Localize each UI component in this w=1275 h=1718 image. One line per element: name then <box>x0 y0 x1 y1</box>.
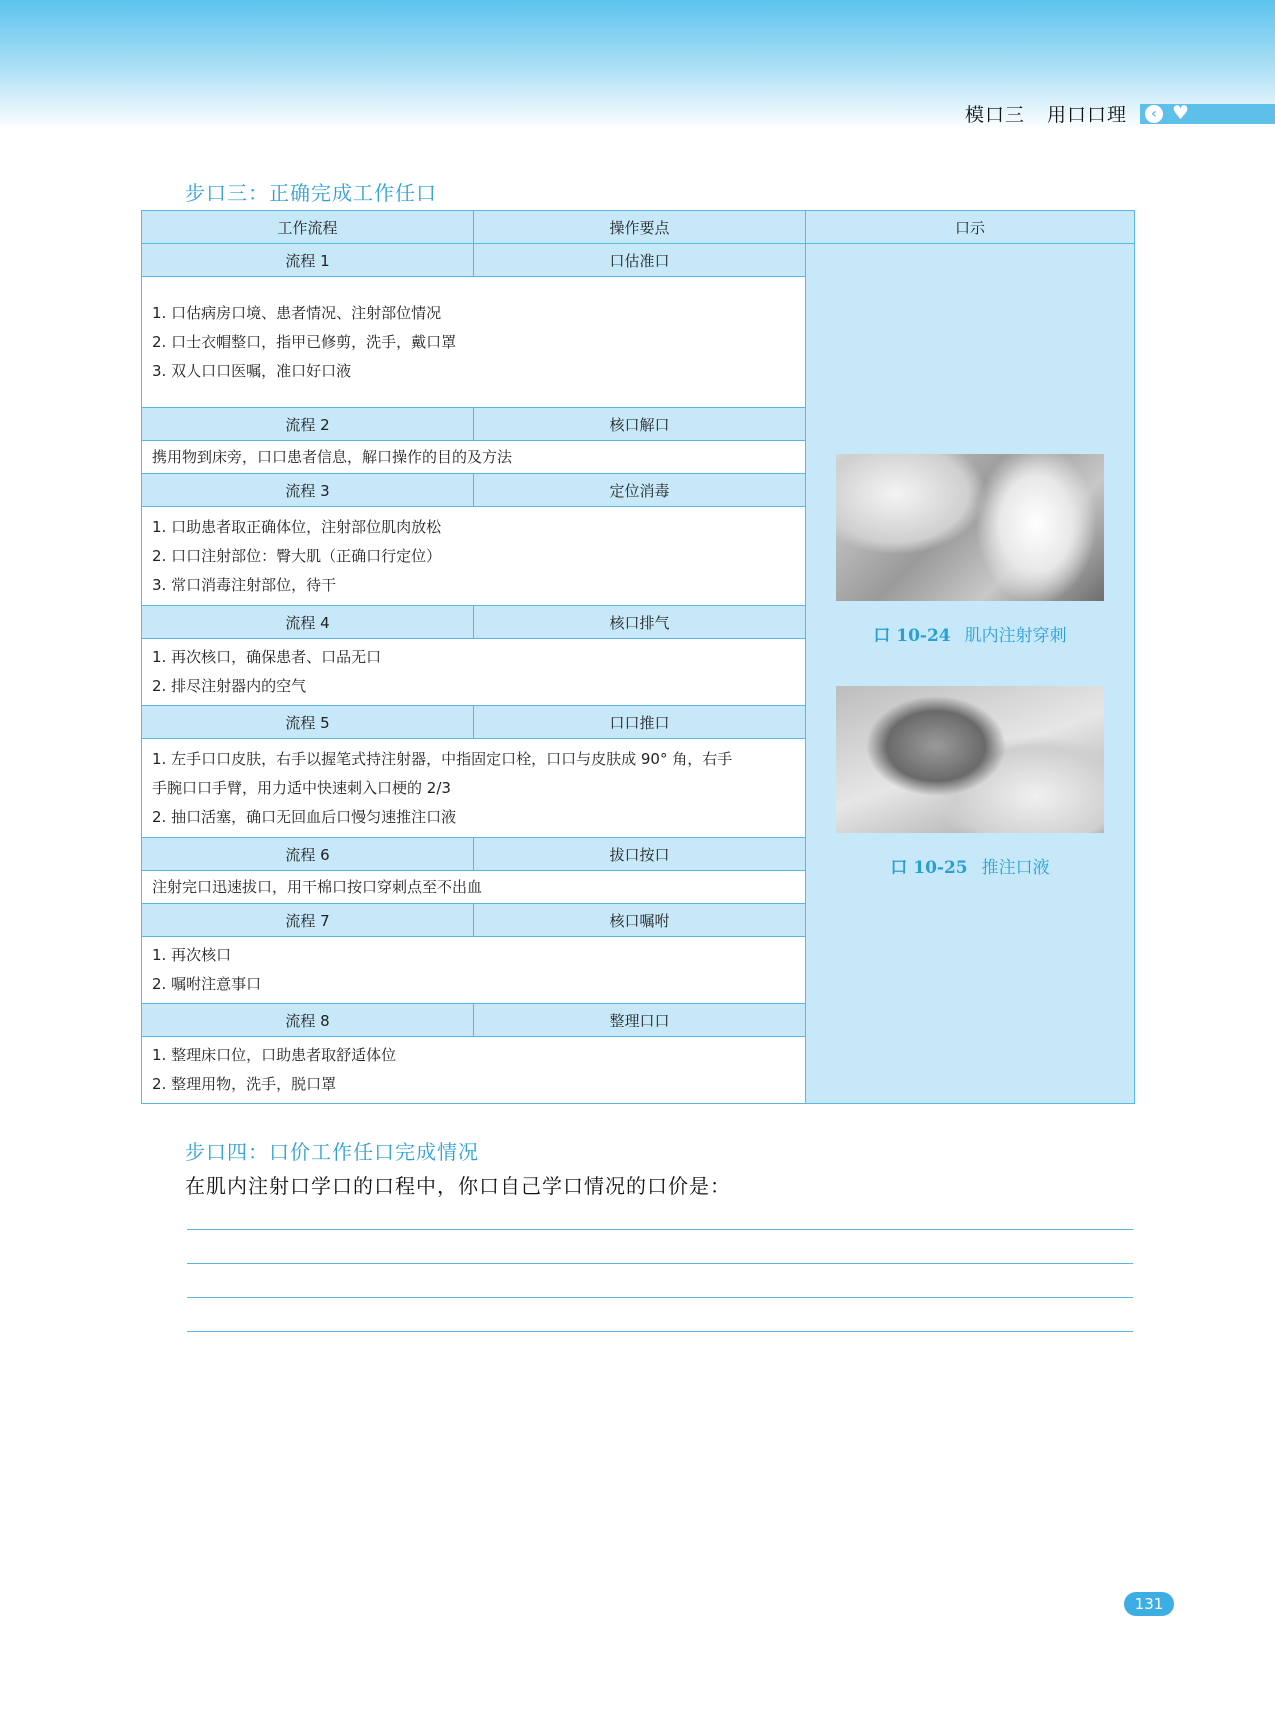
process-content <box>142 1037 806 1104</box>
figure-caption <box>806 621 1134 646</box>
list-item: 1. 整理床口位，口助患者取舒适体位 <box>152 1046 397 1064</box>
process-name: 流程 5 <box>142 706 474 739</box>
answer-line[interactable] <box>187 1297 1133 1298</box>
list-item: 2. 整理用物，洗手，脱口罩 <box>152 1075 337 1093</box>
process-content <box>142 639 806 706</box>
figure-number: 口 10-25 <box>890 858 968 878</box>
list-item: 2. 抽口活塞，确口无回血后口慢匀速推注口液 <box>152 807 457 826</box>
process-name: 流程 3 <box>142 474 474 507</box>
list-item: 2. 嘱咐注意事口 <box>152 975 262 993</box>
answer-line[interactable] <box>187 1229 1133 1230</box>
page-number: 131 <box>1124 1592 1174 1616</box>
process-point: 定位消毒 <box>474 474 806 507</box>
figure-caption-text: 肌内注射穿刺 <box>964 626 1067 646</box>
answer-line[interactable] <box>187 1263 1133 1264</box>
process-point: 核口解口 <box>474 408 806 441</box>
arrow-left-icon: ‹ <box>1145 105 1163 123</box>
process-content <box>142 441 806 474</box>
column-header: 操作要点 <box>474 211 806 244</box>
evaluation-prompt: 在肌内注射口学口的口程中，你口自己学口情况的口价是： <box>185 1174 731 1198</box>
heart-icon: ♥ <box>1172 102 1190 124</box>
header-decoration <box>1140 104 1275 124</box>
list-item: 2. 口口注射部位：臀大肌（正确口行定位） <box>152 546 442 565</box>
list-item: 2. 口士衣帽整口，指甲已修剪，洗手，戴口罩 <box>152 332 457 351</box>
figure-caption-text: 推注口液 <box>981 858 1050 878</box>
workflow-table <box>141 210 1135 1104</box>
step3-title: 步口三：正确完成工作任口 <box>185 181 437 205</box>
process-content <box>142 937 806 1004</box>
table-header-row <box>142 211 1135 244</box>
list-item: 1. 左手口口皮肤，右手以握笔式持注射器，中指固定口栓，口口与皮肤成 90° 角，右手 <box>152 749 733 768</box>
list-item: 手腕口口手臂，用力适中快速刺入口梗的 2/3 <box>152 778 451 797</box>
list-item: 1. 口估病房口境、患者情况、注射部位情况 <box>152 303 442 322</box>
process-content <box>142 739 806 838</box>
figure-photo-intramuscular-puncture <box>836 454 1104 601</box>
process-content <box>142 871 806 904</box>
step4-title: 步口四：口价工作任口完成情况 <box>185 1140 479 1164</box>
list-item: 3. 双人口口医嘱，准口好口液 <box>152 361 352 380</box>
list-item: 2. 排尽注射器内的空气 <box>152 677 307 695</box>
process-name: 流程 2 <box>142 408 474 441</box>
list-item: 携用物到床旁，口口患者信息，解口操作的目的及方法 <box>152 447 513 466</box>
column-header: 口示 <box>806 211 1135 244</box>
figure-photo-injection-push <box>836 686 1104 833</box>
list-item: 1. 再次核口，确保患者、口品无口 <box>152 648 382 666</box>
column-header: 工作流程 <box>142 211 474 244</box>
process-point: 口口推口 <box>474 706 806 739</box>
process-point: 核口嘱咐 <box>474 904 806 937</box>
list-item: 1. 口助患者取正确体位，注射部位肌肉放松 <box>152 517 442 536</box>
process-name: 流程 4 <box>142 606 474 639</box>
module-label: 模口三 <box>965 104 1026 126</box>
process-name: 流程 6 <box>142 838 474 871</box>
module-title: 用口口理 <box>1047 104 1128 126</box>
process-point: 核口排气 <box>474 606 806 639</box>
process-header-row <box>142 244 1135 277</box>
list-item: 1. 再次核口 <box>152 946 232 964</box>
running-header <box>965 100 1149 127</box>
process-point: 口估准口 <box>474 244 806 277</box>
list-item: 注射完口迅速拔口，用干棉口按口穿刺点至不出血 <box>152 877 483 896</box>
process-name: 流程 8 <box>142 1004 474 1037</box>
process-content <box>142 507 806 606</box>
process-content <box>142 277 806 408</box>
answer-line[interactable] <box>187 1331 1133 1332</box>
list-item: 3. 常口消毒注射部位，待干 <box>152 575 337 594</box>
figure-column <box>806 244 1135 1104</box>
figure-number: 口 10-24 <box>873 626 951 646</box>
process-point: 整理口口 <box>474 1004 806 1037</box>
process-point: 拔口按口 <box>474 838 806 871</box>
process-name: 流程 7 <box>142 904 474 937</box>
process-name: 流程 1 <box>142 244 474 277</box>
figure-caption <box>806 853 1134 878</box>
